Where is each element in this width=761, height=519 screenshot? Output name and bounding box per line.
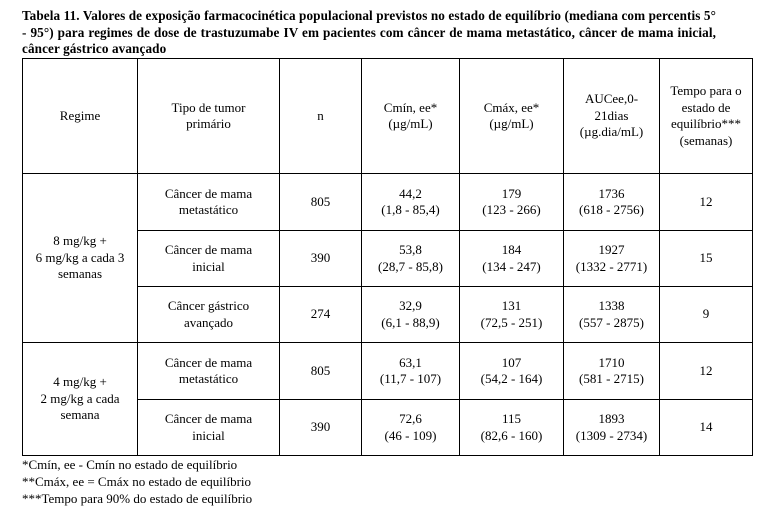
header-n-line: n xyxy=(317,107,324,123)
cmin-cell xyxy=(362,400,460,456)
header-tempo-line: Tempo para o xyxy=(670,83,742,98)
tempo-cell: 14 xyxy=(660,400,753,456)
auc-range: (1332 - 2771) xyxy=(575,258,648,274)
n-cell: 390 xyxy=(280,400,362,456)
header-auc xyxy=(564,59,660,174)
header-cmax-line: Cmáx, ee* xyxy=(483,99,540,115)
header-auc-line: 21dias xyxy=(594,107,629,123)
cmin-cell xyxy=(362,287,460,343)
header-n xyxy=(280,59,362,174)
header-auc-line: (µg.dia/mL) xyxy=(579,124,644,140)
header-cmin-line: Cmín, ee* xyxy=(383,99,438,115)
cmin-cell xyxy=(362,174,460,231)
regime-line: 2 mg/kg a cada xyxy=(40,390,120,406)
regime-line: 4 mg/kg + xyxy=(53,374,107,390)
cmax-median: 115 xyxy=(501,411,522,426)
cmax-range: (134 - 247) xyxy=(482,258,541,274)
header-tumor xyxy=(138,59,280,174)
auc-range: (618 - 2756) xyxy=(579,202,644,217)
table-row xyxy=(23,343,753,400)
tumor-cell xyxy=(138,231,280,287)
auc-cell xyxy=(564,174,660,231)
cmax-range: (82,6 - 160) xyxy=(480,427,543,443)
tempo-cell: 9 xyxy=(660,287,753,343)
auc-median: 1893 xyxy=(598,411,625,426)
cmin-median: 44,2 xyxy=(399,185,422,201)
auc-cell xyxy=(564,400,660,456)
regime-cell xyxy=(23,174,138,343)
cmin-median: 63,1 xyxy=(399,354,422,370)
tumor-line: metastático xyxy=(178,371,239,386)
header-cmin xyxy=(362,59,460,174)
header-cmax xyxy=(460,59,564,174)
cmin-range: (11,7 - 107) xyxy=(379,371,442,386)
cmax-median: 184 xyxy=(501,242,522,257)
cmax-range: (123 - 266) xyxy=(482,202,541,217)
auc-cell xyxy=(564,231,660,287)
auc-range: (1309 - 2734) xyxy=(575,427,648,443)
cmax-range: (72,5 - 251) xyxy=(480,314,543,330)
cmax-cell xyxy=(460,174,564,231)
auc-range: (581 - 2715) xyxy=(579,371,644,386)
regime-line: 6 mg/kg a cada 3 xyxy=(35,249,125,265)
auc-cell xyxy=(564,343,660,400)
cmax-median: 179 xyxy=(501,185,522,201)
footnote: ***Tempo para 90% do estado de equilíbrio xyxy=(22,491,253,506)
header-row xyxy=(23,59,753,174)
table-row xyxy=(23,174,753,231)
auc-median: 1710 xyxy=(598,354,625,370)
n-cell: 390 xyxy=(280,231,362,287)
cmin-range: (1,8 - 85,4) xyxy=(381,202,440,217)
cmax-median: 107 xyxy=(501,354,522,370)
footnotes xyxy=(22,456,252,507)
auc-median: 1736 xyxy=(598,185,625,201)
cmin-range: (46 - 109) xyxy=(384,427,437,443)
header-tempo xyxy=(660,59,753,174)
auc-median: 1927 xyxy=(598,242,625,257)
header-cmax-line: (µg/mL) xyxy=(489,116,534,131)
tumor-line: inicial xyxy=(192,427,225,443)
cmax-median: 131 xyxy=(501,298,522,313)
cmax-cell xyxy=(460,343,564,400)
tumor-cell xyxy=(138,174,280,231)
pk-exposure-table xyxy=(22,58,753,456)
tumor-line: Câncer de mama xyxy=(164,354,253,370)
header-tumor-line: primário xyxy=(186,116,231,131)
tumor-cell xyxy=(138,400,280,456)
tumor-line: metastático xyxy=(178,202,239,217)
auc-median: 1338 xyxy=(598,298,625,313)
cmin-cell xyxy=(362,231,460,287)
auc-range: (557 - 2875) xyxy=(579,314,644,330)
cmax-cell xyxy=(460,400,564,456)
cmin-median: 32,9 xyxy=(399,298,422,313)
n-cell: 805 xyxy=(280,174,362,231)
auc-cell xyxy=(564,287,660,343)
tempo-cell: 12 xyxy=(660,343,753,400)
regime-line: 8 mg/kg + xyxy=(53,233,107,249)
regime-cell xyxy=(23,343,138,456)
footnote: **Cmáx, ee = Cmáx no estado de equilíbrio xyxy=(22,474,252,489)
cmin-range: (28,7 - 85,8) xyxy=(378,258,443,274)
header-tempo-line: (semanas) xyxy=(679,132,733,148)
cmin-cell xyxy=(362,343,460,400)
header-auc-line: AUCee,0- xyxy=(584,91,639,107)
cmin-median: 53,8 xyxy=(399,242,422,257)
header-tempo-line: estado de xyxy=(681,99,731,115)
n-cell: 274 xyxy=(280,287,362,343)
tumor-line: avançado xyxy=(183,314,234,330)
cmax-cell xyxy=(460,287,564,343)
cmin-range: (6,1 - 88,9) xyxy=(381,314,440,330)
tumor-line: Câncer de mama xyxy=(164,411,253,426)
regime-line: semanas xyxy=(57,266,103,282)
tumor-cell xyxy=(138,287,280,343)
tumor-line: inicial xyxy=(192,258,225,274)
tempo-cell: 12 xyxy=(660,174,753,231)
header-regime xyxy=(23,59,138,174)
table-caption: Tabela 11. Valores de exposição farmacocinética populacional previstos no estado de equilíbrio (mediana com percentis 5° - 95°) para regimes de dose de trastuzumabe IV em pacientes com câncer de mama metastático, câncer de mama inicial, câncer gástrico avançado xyxy=(22,8,716,56)
header-tumor-line: Tipo de tumor xyxy=(171,99,246,115)
tumor-cell xyxy=(138,343,280,400)
header-regime-line: Regime xyxy=(59,107,101,123)
footnote: *Cmín, ee - Cmín no estado de equilíbrio xyxy=(22,457,238,472)
cmax-cell xyxy=(460,231,564,287)
header-tempo-line: equilíbrio*** xyxy=(670,116,742,131)
cmin-median: 72,6 xyxy=(399,411,422,426)
tumor-line: Câncer gástrico xyxy=(167,298,250,313)
n-cell: 805 xyxy=(280,343,362,400)
cmax-range: (54,2 - 164) xyxy=(480,371,543,386)
regime-line: semana xyxy=(60,407,100,423)
tempo-cell: 15 xyxy=(660,231,753,287)
header-cmin-line: (µg/mL) xyxy=(388,116,433,131)
tumor-line: Câncer de mama xyxy=(164,242,253,257)
tumor-line: Câncer de mama xyxy=(164,185,253,201)
